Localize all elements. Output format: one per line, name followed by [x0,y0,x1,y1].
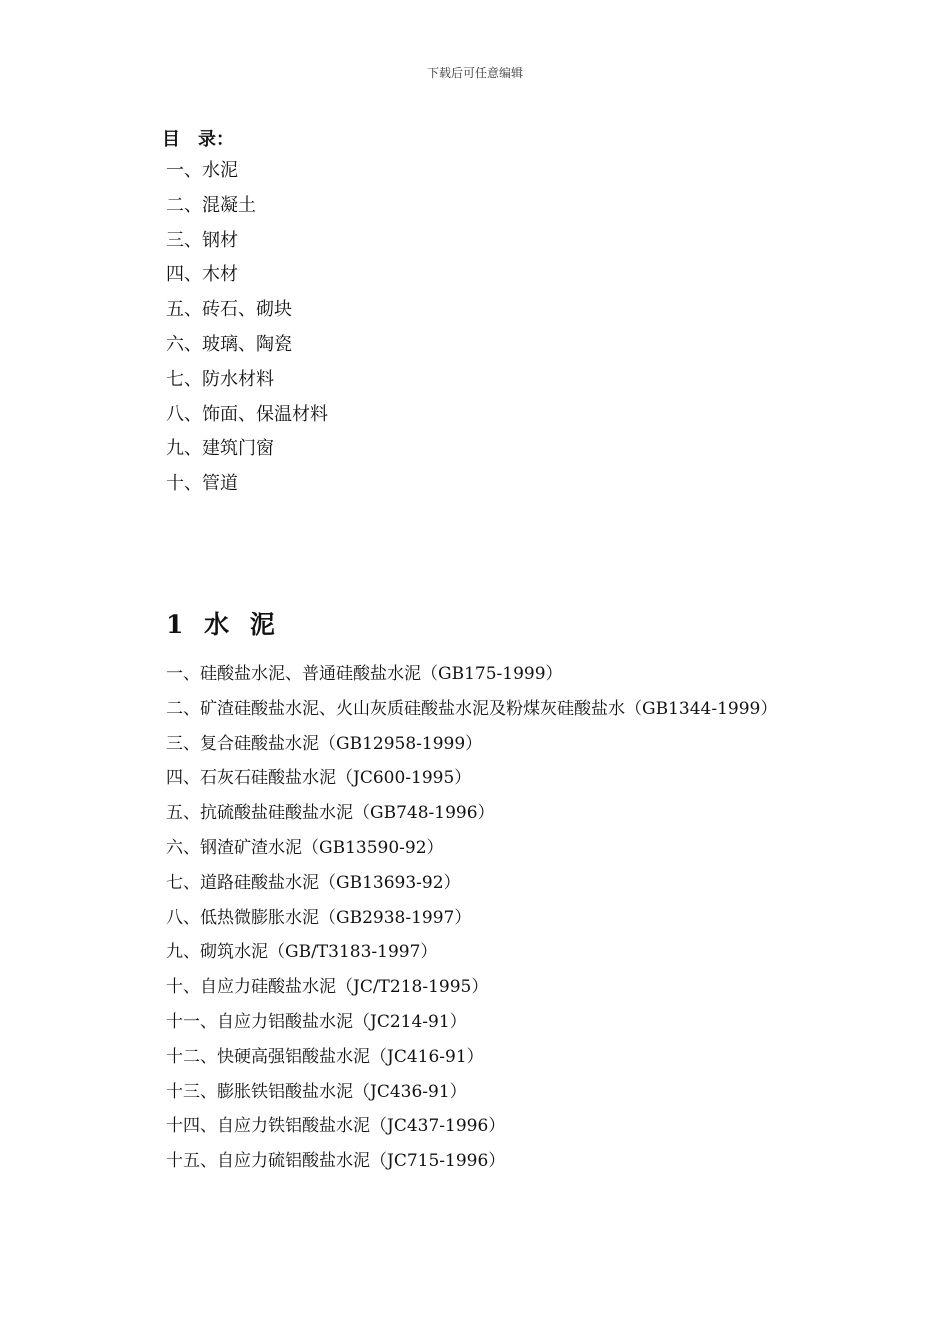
toc-item: 十、管道 [166,473,238,495]
toc-item: 八、饰面、保温材料 [166,403,328,425]
toc-item: 七、防水材料 [166,368,274,390]
cement-standard-item: 十五、自应力硫铝酸盐水泥（JC715-1996） [166,1151,506,1172]
toc-item: 九、建筑门窗 [166,438,274,460]
cement-standard-item: 十、自应力硅酸盐水泥（JC/T218-1995） [166,977,489,998]
header-note: 下载后可任意编辑 [426,66,523,80]
toc-item: 五、砖石、砌块 [166,299,292,321]
cement-standard-item: 九、砌筑水泥（GB/T3183-1997） [166,942,438,963]
toc-item: 三、钢材 [166,229,238,251]
table-of-contents [162,126,806,502]
toc-item: 一、水泥 [166,160,238,181]
cement-standards-list [166,657,806,1179]
cement-standard-item: 二、矿渣硅酸盐水泥、火山灰质硅酸盐水泥及粉煤灰硅酸盐水（GB1344-1999） [166,698,778,719]
cement-standard-item: 八、低热微膨胀水泥（GB2938-1997） [166,907,472,928]
cement-standard-item: 十一、自应力铝酸盐水泥（JC214-91） [166,1011,467,1032]
toc-item: 二、混凝土 [166,194,256,216]
cement-section [166,605,806,1179]
cement-standard-item: 十四、自应力铁铝酸盐水泥（JC437-1996） [166,1116,506,1137]
cement-standard-item: 十二、快硬高强铝酸盐水泥（JC416-91） [166,1046,484,1067]
cement-standard-item: 五、抗硫酸盐硅酸盐水泥（GB748-1996） [166,803,495,824]
cement-standard-item: 四、石灰石硅酸盐水泥（JC600-1995） [166,768,472,789]
section-heading: 1 水 泥 [166,610,281,639]
cement-standard-item: 三、复合硅酸盐水泥（GB12958-1999） [166,733,483,754]
cement-standard-item: 一、硅酸盐水泥、普通硅酸盐水泥（GB175-1999） [166,664,563,684]
toc-item: 六、玻璃、陶瓷 [166,333,292,355]
cement-standard-item: 十三、膨胀铁铝酸盐水泥（JC436-91） [166,1081,467,1102]
toc-title: 目 录： [162,129,234,150]
cement-standard-item: 七、道路硅酸盐水泥（GB13693-92） [166,872,461,893]
toc-item: 四、木材 [166,264,238,286]
cement-standard-item: 六、钢渣矿渣水泥（GB13590-92） [166,837,444,858]
toc-list [166,154,806,502]
